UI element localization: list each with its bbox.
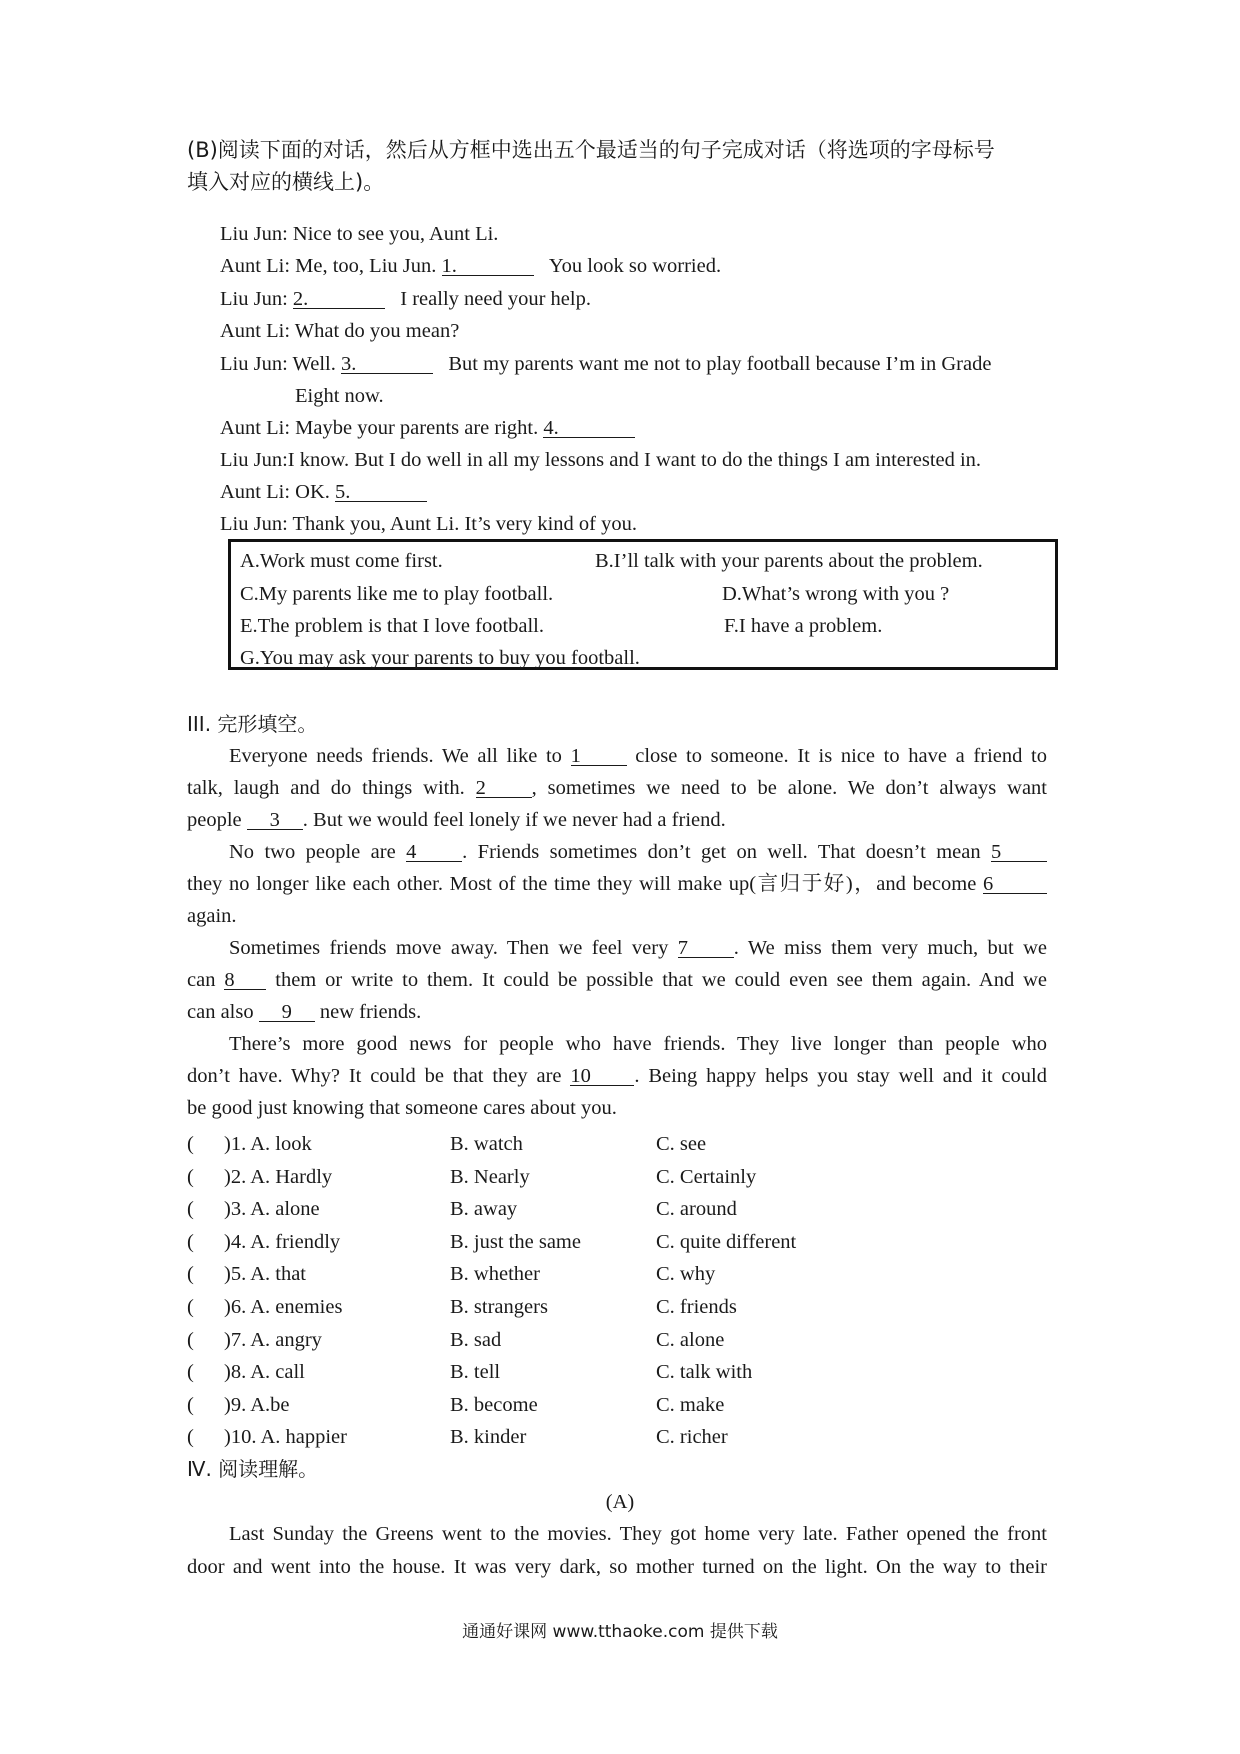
passage-line: can 8 them or write to them. It could be possible that we could even see them again. And we [187, 969, 1048, 991]
answer-paren[interactable]: ( [187, 1133, 194, 1155]
answer-paren[interactable]: ( [187, 1166, 194, 1188]
option-b-text: B. just the same [450, 1231, 581, 1253]
passage-line: talk, laugh and do things with. 2 , sometimes we need to be alone. We don’t always want [187, 777, 1047, 799]
dialogue-line: Liu Jun:I know. But I do well in all my lessons and I want to do the things I am interested in. [220, 449, 982, 471]
passage-line: be good just knowing that someone cares about you. [187, 1097, 617, 1119]
answer-blank[interactable]: 5. [335, 479, 427, 502]
section-heading: Ⅳ. 阅读理解。 [187, 1457, 319, 1481]
passage-line: There’s more good news for people who have friends. They live longer than people who [229, 1033, 1047, 1055]
option-b-text: B. tell [450, 1361, 501, 1383]
option-c: C.My parents like me to play football. [240, 583, 554, 605]
option-b-text: B. strangers [450, 1296, 548, 1318]
option-a-text: )5. A. that [224, 1263, 306, 1285]
option-a-text: )6. A. enemies [224, 1296, 343, 1318]
subsection-label: (A) [605, 1491, 635, 1513]
option-c-text: C. friends [656, 1296, 737, 1318]
passage-line: don’t have. Why? It could be that they are 10 . Being happy helps you stay well and it could [187, 1065, 1047, 1087]
option-b-text: B. sad [450, 1329, 502, 1351]
passage-line: Everyone needs friends. We all like to 1 close to someone. It is nice to have a friend to [229, 745, 1047, 767]
answer-paren[interactable]: ( [187, 1263, 194, 1285]
dialogue-line: Aunt Li: Me, too, Liu Jun. 1. You look so worried. [220, 255, 722, 277]
answer-paren[interactable]: ( [187, 1198, 194, 1220]
option-b-text: B. kinder [450, 1426, 527, 1448]
answer-blank[interactable]: 3. [341, 351, 433, 374]
passage-line: people 3 . But we would feel lonely if we never had a friend. [187, 809, 726, 831]
option-c-text: C. why [656, 1263, 716, 1285]
instruction-line-1: (B)阅读下面的对话，然后从方框中选出五个最适当的句子完成对话（将选项的字母标号 [187, 138, 995, 162]
option-d: D.What’s wrong with you ? [722, 583, 950, 605]
option-a-text: )7. A. angry [224, 1329, 322, 1351]
option-c-text: C. quite different [656, 1231, 797, 1253]
page-footer: 通通好课网 www.tthaoke.com 提供下载 [462, 1622, 778, 1642]
answer-blank[interactable]: 2. [293, 286, 385, 309]
option-e: E.The problem is that I love football. [240, 615, 545, 637]
cloze-blank[interactable]: 9 [259, 999, 315, 1022]
cloze-blank[interactable]: 10 [570, 1063, 634, 1086]
passage-line: they no longer like each other. Most of the time they will make up(言归于好)，and become 6 [187, 870, 1047, 898]
cloze-blank[interactable]: 6 [983, 871, 1047, 894]
cloze-blank[interactable]: 2 [476, 775, 532, 798]
dialogue-line: Liu Jun: Nice to see you, Aunt Li. [220, 223, 499, 245]
cloze-blank[interactable]: 5 [991, 839, 1047, 862]
answer-paren[interactable]: ( [187, 1361, 194, 1383]
option-a-text: )9. A.be [224, 1394, 290, 1416]
answer-paren[interactable]: ( [187, 1296, 194, 1318]
dialogue-line: Liu Jun: Thank you, Aunt Li. It’s very kind of you. [220, 513, 637, 535]
passage-line: Sometimes friends move away. Then we feel very 7 . We miss them very much, but we [229, 937, 1047, 959]
cloze-blank[interactable]: 1 [571, 743, 627, 766]
answer-paren[interactable]: ( [187, 1426, 194, 1448]
passage-line: can also 9 new friends. [187, 1001, 422, 1023]
passage-line: Last Sunday the Greens went to the movies. They got home very late. Father opened the front [229, 1523, 1047, 1545]
cloze-blank[interactable]: 4 [406, 839, 462, 862]
option-g: G.You may ask your parents to buy you football. [240, 647, 640, 669]
option-b-text: B. watch [450, 1133, 523, 1155]
passage-line: again. [187, 905, 237, 927]
option-a-text: )1. A. look [224, 1133, 312, 1155]
instruction-line-2: 填入对应的横线上)。 [187, 170, 385, 194]
option-a-text: )4. A. friendly [224, 1231, 341, 1253]
option-c-text: C. see [656, 1133, 707, 1155]
answer-blank[interactable]: 1. [442, 253, 534, 276]
option-f: F.I have a problem. [724, 615, 883, 637]
dialogue-line: Aunt Li: What do you mean? [220, 320, 460, 342]
option-a-text: )8. A. call [224, 1361, 305, 1383]
option-a: A.Work must come first. [240, 550, 443, 572]
answer-paren[interactable]: ( [187, 1394, 194, 1416]
option-a-text: )10. A. happier [224, 1426, 347, 1448]
answer-paren[interactable]: ( [187, 1231, 194, 1253]
option-c-text: C. richer [656, 1426, 728, 1448]
dialogue-line: Eight now. [295, 385, 384, 407]
option-a-text: )3. A. alone [224, 1198, 320, 1220]
passage-line: No two people are 4 . Friends sometimes don’t get on well. That doesn’t mean 5 [187, 838, 1047, 866]
option-b-text: B. become [450, 1394, 538, 1416]
option-c-text: C. talk with [656, 1361, 753, 1383]
answer-paren[interactable]: ( [187, 1329, 194, 1351]
dialogue-line: Liu Jun: Well. 3. But my parents want me not to play football because I’m in Grade [220, 353, 992, 375]
option-b-text: B. whether [450, 1263, 540, 1285]
option-c-text: C. alone [656, 1329, 725, 1351]
section-heading: III. 完形填空。 [187, 712, 318, 736]
option-b-text: B. Nearly [450, 1166, 530, 1188]
option-a-text: )2. A. Hardly [224, 1166, 333, 1188]
option-c-text: C. around [656, 1198, 737, 1220]
option-c-text: C. make [656, 1394, 725, 1416]
cloze-blank[interactable]: 8 [224, 967, 266, 990]
passage-line: door and went into the house. It was very dark, so mother turned on the light. On the way to their [187, 1556, 1047, 1578]
dialogue-line: Aunt Li: Maybe your parents are right. 4. [220, 414, 635, 442]
option-c-text: C. Certainly [656, 1166, 757, 1188]
cloze-blank[interactable]: 7 [678, 935, 734, 958]
answer-blank[interactable]: 4. [543, 415, 635, 438]
dialogue-line: Aunt Li: OK. 5. [220, 478, 427, 506]
cloze-blank[interactable]: 3 [247, 807, 303, 830]
option-b: B.I’ll talk with your parents about the problem. [595, 550, 983, 572]
dialogue-line: Liu Jun: 2. I really need your help. [220, 288, 591, 310]
option-b-text: B. away [450, 1198, 518, 1220]
